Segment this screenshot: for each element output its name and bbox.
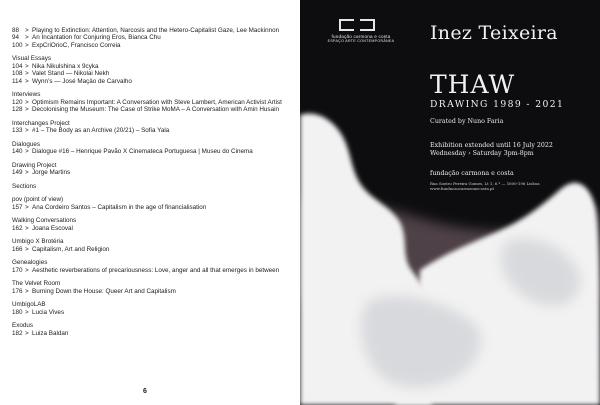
toc-page-number: 88 [12,27,20,34]
toc-entry[interactable] [12,106,292,113]
page-number: 6 [143,388,147,395]
toc-arrow-icon: > [25,169,29,177]
logo-tagline: ESPAÇO ARTE CONTEMPORÂNEA [327,39,395,44]
curator-credit: Curated by Nuno Faria [430,118,504,125]
toc-page-number: 149 [12,169,23,177]
toc-section [12,162,292,177]
exhibition-subtitle: DRAWING 1989 - 2021 [430,99,565,110]
toc-page-number: 94 [12,34,20,42]
toc-entry-title: #1 – The Body as an Archive (20/21) – Sofia Yala [32,127,170,135]
artist-name: Inez Teixeira [430,22,558,44]
toc-section-heading: Genealogies [12,259,48,267]
toc-entry-title: Aesthetic reverberations of precariousness: Love, anger and all that emerges in between [32,266,280,274]
toc-section [12,183,292,190]
toc-section [12,27,292,49]
toc-section [12,301,292,316]
toc-section [12,196,292,211]
toc-entry[interactable] [12,148,292,155]
toc-section-heading: Drawing Project [12,161,57,169]
toc-arrow-icon: > [25,41,29,49]
toc-page-number: 108 [12,70,23,78]
toc-entry-title: Jorge Martins [32,169,71,177]
toc-entry-title: An Incantation for Conjuring Eros, Bianca Chu [32,34,161,42]
toc-arrow-icon: > [25,245,29,253]
toc-section-heading: Umbigo X Brotéria [12,238,64,246]
exhibition-dates: Exhibition extended until 16 July 2022 [430,142,553,149]
toc-section-heading: Interchanges Project [12,119,70,127]
toc-section [12,55,292,85]
toc-section [12,259,292,274]
abstract-painting [300,0,600,405]
toc-entry[interactable] [12,169,292,176]
toc-section-heading: pov (point of view) [12,196,64,204]
foundation-logo-mark-icon [338,18,376,32]
toc-entry[interactable] [12,288,292,295]
toc-section-heading: The Velvet Room [12,280,61,288]
logo-text: fundação carmona e costa [331,34,391,39]
toc-page-number: 180 [12,308,23,316]
toc-page-number: 166 [12,245,23,253]
toc-section [12,91,292,113]
toc-arrow-icon: > [25,127,29,135]
venue-address [430,181,540,191]
toc-page-number: 182 [12,329,23,337]
toc-arrow-icon: > [25,308,29,316]
toc-entry-title: Playing to Extinction: Attention, Narcosis and the Hetero-Capitalist Gaze, Lee Mackinnon [32,27,280,34]
exhibition-poster [300,0,600,405]
toc-entry-title: Dialogue #16 – Henrique Pavão X Cinemateca Portuguesa | Museu do Cinema [32,148,253,156]
toc-arrow-icon: > [25,266,29,274]
toc-page-number: 170 [12,266,23,274]
toc-page-number: 140 [12,148,23,156]
toc-section-heading: Sections [12,182,37,190]
toc-entry-title: Nika Nikulshina x 9cyka [32,62,99,70]
toc-page-number: 128 [12,106,23,114]
toc-section-heading: Visual Essays [12,55,52,63]
toc-entry[interactable] [12,330,292,337]
toc-entry-title: Capitalism, Art and Religion [32,245,110,253]
toc-page-number: 114 [12,77,23,85]
toc-arrow-icon: > [25,70,29,78]
toc-entry[interactable] [12,127,292,134]
toc-entry-title: Luiza Baldan [32,329,69,337]
toc-entry[interactable] [12,63,292,70]
toc-entry-title: Valet Stand — Nikolai Nekh [32,70,110,78]
toc-page-number: 104 [12,62,23,70]
toc-arrow-icon: > [25,106,29,114]
toc-section [12,280,292,295]
toc-entry[interactable] [12,27,292,34]
toc-section-heading: UmbigoLAB [12,301,46,309]
exhibition-title: THAW [430,70,516,99]
foundation-logo [326,18,396,44]
address-line: Rua Soeiro Pereira Gomes, Lt 1, 6.º — 1600-196 Lisboa [430,181,540,186]
toc-entry-title: ExpCriOrioC, Francisco Correia [32,41,121,49]
toc-entry[interactable] [12,267,292,274]
exhibition-info [430,142,553,158]
toc-entry[interactable] [12,309,292,316]
toc-page-number: 120 [12,98,23,106]
venue-name: fundação carmona e costa [430,170,514,177]
toc-arrow-icon: > [25,34,29,42]
toc-arrow-icon: > [25,27,29,34]
toc-section-heading: Dialogues [12,140,41,148]
toc-entry-title: Optimism Remains Important: A Conversation with Steve Lambert, American Activist Artist [32,98,282,106]
toc-arrow-icon: > [25,148,29,156]
toc-entry[interactable] [12,34,292,41]
toc-entry[interactable] [12,204,292,211]
toc-entry[interactable] [12,70,292,77]
toc-section [12,141,292,156]
toc-section [12,120,292,135]
toc-page-number: 157 [12,203,23,211]
opening-hours: Wednesday › Saturday 3pm-8pm [430,150,534,157]
toc-entry-title: Lucia Vives [32,308,65,316]
toc-entry-title: Joana Escoval [32,224,73,232]
toc-section [12,217,292,232]
toc-page-number: 162 [12,224,23,232]
toc-entry-title: Decolonising the Museum: The Case of Strike MoMA – A Conversation with Amin Husain [32,106,279,114]
website-url: www.fundacaocarmonaecosta.pt [430,186,495,192]
toc-entry[interactable] [12,99,292,106]
toc-section-heading: Walking Conversations [12,217,77,225]
toc-entry[interactable] [12,246,292,253]
toc-entry[interactable] [12,42,292,49]
toc-section [12,322,292,337]
toc-page-number: 176 [12,287,23,295]
toc-page-number: 133 [12,127,23,135]
toc-page-number: 100 [12,41,23,49]
toc-section-heading: Exodus [12,322,34,330]
toc-arrow-icon: > [25,77,29,85]
toc-arrow-icon: > [25,98,29,106]
toc-entry[interactable] [12,225,292,232]
toc-entry[interactable] [12,78,292,85]
toc-section-heading: Interviews [12,91,41,99]
toc-arrow-icon: > [25,203,29,211]
toc-arrow-icon: > [25,329,29,337]
toc-arrow-icon: > [25,224,29,232]
toc-section [12,238,292,253]
table-of-contents [12,27,292,343]
toc-entry-title: Ana Cordeiro Santos – Capitalism in the age of financialisation [32,203,207,211]
toc-entry-title: Burning Down the House: Queer Art and Capitalism [32,287,176,295]
toc-arrow-icon: > [25,62,29,70]
toc-entry-title: Wynn’s — José Maçäo de Carvalho [32,77,132,85]
toc-arrow-icon: > [25,287,29,295]
